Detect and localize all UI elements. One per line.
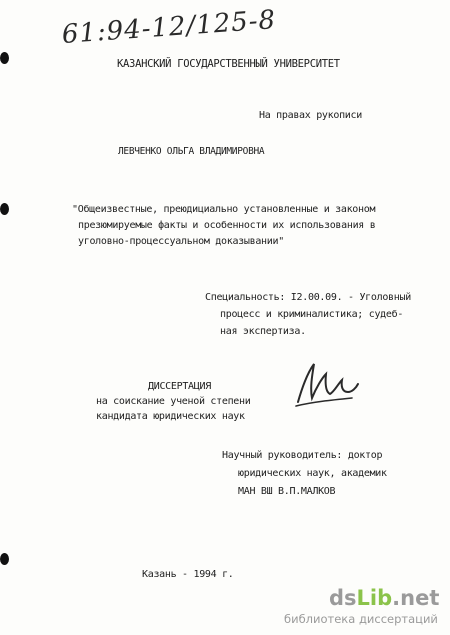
watermark-subtitle: библиотека диссертаций <box>284 612 438 626</box>
handwritten-archive-code: 61:94-12/125-8 <box>60 5 278 50</box>
author-name: ЛЕВЧЕНКО ОЛЬГА ВЛАДИМИРОВНА <box>118 146 265 157</box>
dissertation-line-1: на соискание ученой степени <box>96 396 251 407</box>
dslib-logo <box>329 586 439 610</box>
title-line-3: уголовно-процессуальном доказывании" <box>78 236 284 247</box>
logo-lib: Lib <box>356 586 393 610</box>
title-line-1: "Общеизвестные, преюдициально установленные и законом <box>72 204 376 215</box>
advisor-line-1: Научный руководитель: доктор <box>222 450 383 461</box>
specialty-line-2: процесс и криминалистика; судеб- <box>220 309 404 320</box>
university-name: КАЗАНСКИЙ ГОСУДАРСТВЕННЫЙ УНИВЕРСИТЕТ <box>117 58 340 70</box>
binding-hole-bottom <box>0 553 9 565</box>
advisor-line-2: юридических наук, академик <box>238 468 387 479</box>
advisor-line-3: МАН ВШ В.П.МАЛКОВ <box>238 486 336 497</box>
binding-hole-middle <box>0 203 9 215</box>
rights-note: На правах рукописи <box>259 110 362 121</box>
logo-ds: ds <box>329 586 357 610</box>
logo-net: .net <box>392 586 440 610</box>
city-year: Казань - 1994 г. <box>142 569 234 580</box>
title-line-2: презюмируемые факты и особенности их использования в <box>78 220 376 231</box>
dissertation-line-2: кандидата юридических наук <box>96 411 245 422</box>
binding-hole-top <box>0 52 9 64</box>
specialty-line-1: Специальность: I2.00.09. - Уголовный <box>205 292 411 303</box>
specialty-line-3: ная экспертиза. <box>220 326 306 337</box>
dissertation-heading: ДИССЕРТАЦИЯ <box>148 381 211 392</box>
handwritten-signature <box>292 358 362 418</box>
